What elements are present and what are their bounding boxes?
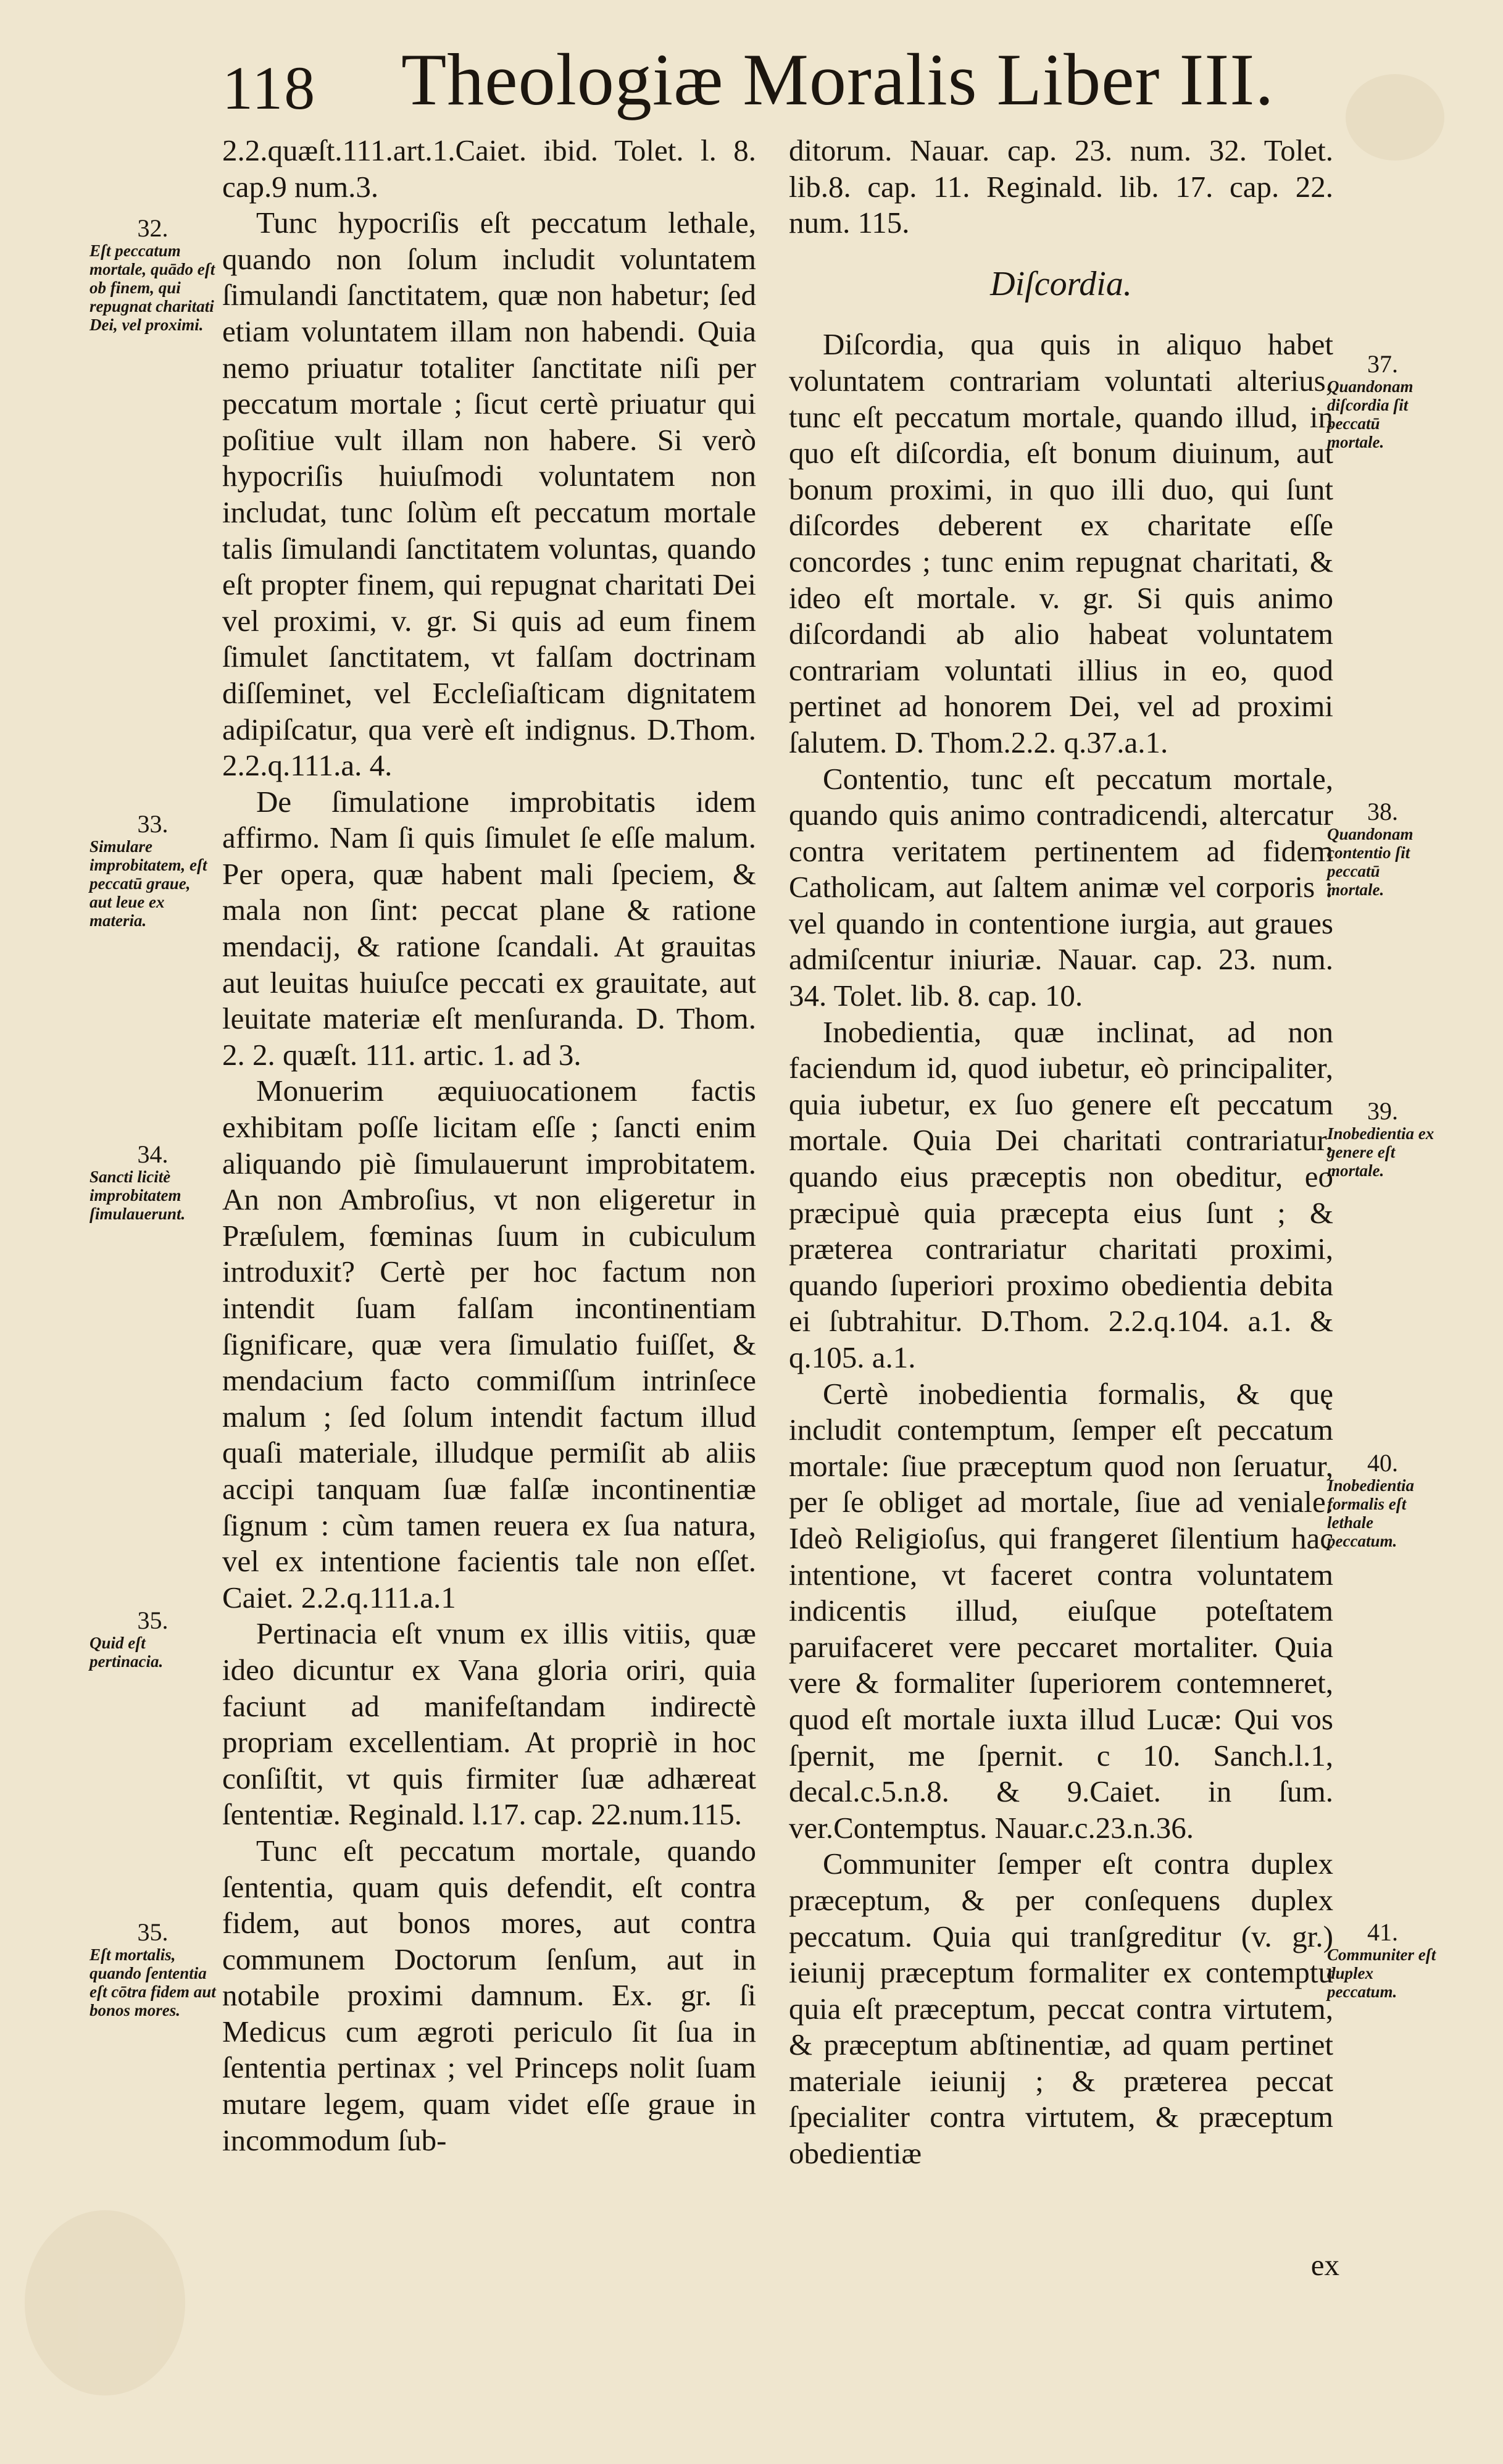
- paragraph-41: Communiter ſemper eſt contra duplex præceptum, & per conſequens duplex peccatum. Quia qui tranſgreditur (v. gr.) ieiunij præceptum formaliter ex contemptu quia eſt præceptum, peccat contra virtutem, & præceptum abſtinentiæ, ad quam pertinet materiale ieiunij ; & præterea peccat ſpecialiter contra virtutem, & præceptum obedientiæ: [789, 1847, 1333, 2171]
- margin-note-37: [1327, 350, 1438, 451]
- paragraph-32: Tunc hypocriſis eſt peccatum lethale, quando non ſolum includit voluntatem ſimulandi ſanctitatem, quæ non habetur; ſed etiam voluntatem illam non habendi. Quia nemo priuatur totaliter ſanctitate niſi per peccatum mortale ; ſicut certè priuatur qui poſitiue vult illam non habere. Si verò hypocriſis huiuſmodi voluntatem non includat, tunc ſolùm eſt peccatum mortale talis ſimulandi ſanctitatem voluntas, quando eſt propter finem, qui repugnat charitati Dei vel proximi, v. gr. Si quis ad eum finem ſimulet ſanctitatem, vt falſam doctrinam diſſeminet, vel Eccleſiaſticam dignitatem adipiſcatur, qua verè eſt indignus. D.Thom. 2.2.q.111.a. 4.: [222, 206, 756, 783]
- margin-note-41: [1327, 1918, 1438, 2001]
- right-top-lines: ditorum. Nauar. cap. 23. num. 32. Tolet. lib.8. cap. 11. Reginald. lib. 17. cap. 22. num. 115.: [789, 133, 1333, 240]
- margin-note-34: [90, 1140, 216, 1223]
- margin-note-text: Quid eſt pertinacia.: [90, 1634, 164, 1671]
- paragraph-35a: Pertinacia eſt vnum ex illis vitiis, quæ ideo dicuntur ex Vana gloria oriri, quia faciunt ad manifeſtandam indirectè propriam excellentiam. At propriè in hoc conſiſtit, vt quis firmiter ſuæ adhæreat ſententiæ. Reginald. l.17. cap. 22.num.115.: [222, 1616, 756, 1832]
- paragraph-38: Contentio, tunc eſt peccatum mortale, quando quis animo contradicendi, altercatur contra veritatem pertinentem ad fidem Catholicam, aut ſaltem animæ vel corporis : vel quando in contentione iurgia, aut graues admiſcentur iniuriæ. Nauar. cap. 23. num. 34. Tolet. lib. 8. cap. 10.: [789, 761, 1333, 1013]
- paragraph-34: Monuerim æquiuocationem factis exhibitam poſſe licitam eſſe ; ſancti enim aliquando piè ſimulauerunt improbitatem. An non Ambroſius, vt non eligeretur in Præſulem, fœminas ſuum in cubiculum introduxit? Certè per hoc factum non intendit ſuam falſam incontinentiam ſignificare, quæ vera ſimulatio fuiſſet, & mendacium facto commiſſum intrinſece malum ; ſed ſolum intendit factum illud quaſi materiale, illudque permiſit ab aliis accipi tanquam ſuæ falſæ incontinentiæ ſignum : cùm tamen reuera ex ſua natura, vel ex intentione facientis tale non eſſet. Caiet. 2.2.q.111.a.1: [222, 1074, 756, 1614]
- margin-note-number: 41.: [1367, 1918, 1398, 1946]
- page-header: [0, 37, 1503, 123]
- paragraph-39: Inobedientia, quæ inclinat, ad non faciendum id, quod iubetur, eò principaliter, quia iubetur, ex ſuo genere eſt peccatum mortale. Quia Dei charitati contrariatur, quando eius præceptis non obeditur, eo præcipuè quia præcepta eius ſunt ; & præterea contrariatur charitati proximi, quando ſuperiori proximo obedientia debita ei ſubtrahitur. D.Thom. 2.2.q.104. a.1. & q.105. a.1.: [789, 1014, 1333, 1374]
- margin-note-number: 32.: [137, 214, 169, 242]
- left-top-lines: 2.2.quæſt.111.art.1.Caiet. ibid. Tolet. l. 8. cap.9 num.3.: [222, 133, 756, 204]
- page-number: 118: [222, 54, 317, 122]
- margin-note-text: Eſt peccatum mortale, quādo eſt ob finem, qui repugnat charitati Dei, vel proximi.: [90, 241, 215, 334]
- margin-note-35b: [90, 1918, 216, 2019]
- margin-note-text: Sancti licitè improbitatem ſimulauerunt.: [90, 1167, 186, 1223]
- margin-note-text: Eſt mortalis, quando ſententia eſt cōtra fidem aut bonos mores.: [90, 1945, 216, 2019]
- margin-note-number: 39.: [1367, 1097, 1398, 1125]
- margin-note-number: 33.: [137, 810, 169, 838]
- margin-note-33: [90, 810, 216, 930]
- margin-note-text: Simulare improbitatem, eſt peccatū graue, aut leue ex materia.: [90, 837, 207, 930]
- margin-note-number: 38.: [1367, 798, 1398, 825]
- margin-note-40: [1327, 1449, 1438, 1550]
- margin-note-number: 40.: [1367, 1449, 1398, 1477]
- margin-note-39: [1327, 1097, 1438, 1180]
- left-column: [222, 133, 756, 2158]
- paragraph-35b: Tunc eſt peccatum mortale, quando ſententia, quam quis defendit, eſt contra fidem, aut bonos mores, aut contra communem Doctorum ſenſum, aut in notabile proximi damnum. Ex. gr. ſi Medicus cum ægroti periculo ſit ſua in ſententia pertinax ; vel Princeps nolit ſuam mutare legem, quam videt eſſe graue in incommodum ſub-: [222, 1833, 756, 2157]
- running-head: Theologiæ Moralis Liber III.: [401, 38, 1275, 120]
- margin-note-text: Communiter eſt duplex peccatum.: [1327, 1945, 1436, 2001]
- margin-note-number: 35.: [137, 1918, 169, 1946]
- margin-note-number: 37.: [1367, 350, 1398, 378]
- catchword: ex: [1310, 2248, 1339, 2282]
- margin-note-number: 35.: [137, 1606, 169, 1634]
- paragraph-40: Certè inobedientia formalis, & quę includit contemptum, ſemper eſt peccatum mortale: ſiue præceptum quod non ſeruatur, per ſe obliget ad mortale, ſiue ad veniale. Ideò Religioſus, qui frangeret ſilentium hac intentione, vt faceret contra voluntatem indicentis illud, eiuſque poteſtatem paruifaceret vere peccaret mortaliter. Quia vere & formaliter ſuperiorem contemneret, quod eſt mortale iuxta illud Lucæ: Qui vos ſpernit, me ſpernit. c 10. Sanch.l.1, decal.c.5.n.8. & 9.Caiet. in ſum. ver.Contemptus. Nauar.c.23.n.36.: [789, 1376, 1333, 1845]
- right-column: [789, 133, 1333, 2172]
- paper-stain: [25, 2210, 185, 2395]
- margin-note-text: Inobedientia ex genere eſt mortale.: [1327, 1124, 1434, 1180]
- margin-note-32: [90, 214, 216, 334]
- margin-note-text: Inobedientia formalis eſt lethale peccatum.: [1327, 1476, 1415, 1550]
- margin-note-text: Quandonam diſcordia ſit peccatū mortale.: [1327, 377, 1413, 451]
- section-title: Diſcordia.: [990, 264, 1132, 303]
- paragraph-33: De ſimulatione improbitatis idem affirmo. Nam ſi quis ſimulet ſe eſſe malum. Per opera, quæ habent mali ſpeciem, & mala non ſint: peccat plane & ratione mendacij, & ratione ſcandali. At grauitas aut leuitas huiuſce peccati ex grauitate, aut leuitate materiæ eſt menſuranda. D. Thom. 2. 2. quæſt. 111. artic. 1. ad 3.: [222, 784, 756, 1072]
- margin-note-35a: [90, 1606, 216, 1671]
- paragraph-37: Diſcordia, qua quis in aliquo habet voluntatem contrariam voluntati alterius, tunc eſt peccatum mortale, quando illud, in quo eſt diſcordia, eſt bonum diuinum, aut bonum proximi, in quo illi duo, qui ſunt diſcordes deberent ex charitate eſſe concordes ; tunc enim repugnat charitati, & ideo eſt mortale. v. gr. Si quis animo diſcordandi ab alio habeat voluntatem contrariam voluntati illius in eo, quod pertinet ad honorem Dei, vel ad proximi ſalutem. D. Thom.2.2. q.37.a.1.: [789, 327, 1333, 759]
- margin-note-text: Quandonam contentio ſit peccatū mortale.: [1327, 825, 1413, 899]
- margin-note-38: [1327, 798, 1438, 899]
- margin-note-number: 34.: [137, 1140, 169, 1168]
